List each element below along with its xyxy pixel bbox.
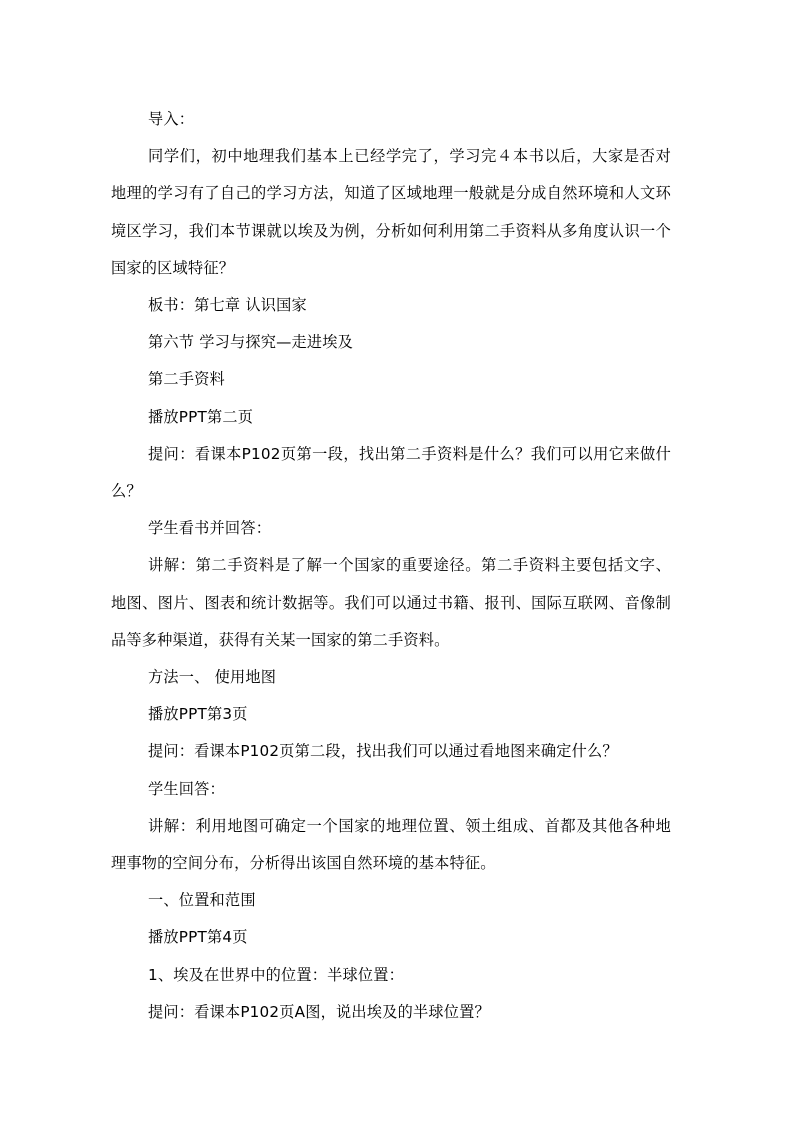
paragraph-secondhand-heading: 第二手资料 (148, 370, 225, 389)
paragraph-play-ppt-3: 播放PPT第3页 (148, 705, 248, 724)
paragraph-intro-heading: 导入： (148, 110, 195, 128)
paragraph-method-1: 方法一、 使用地图 (148, 668, 277, 687)
paragraph-student-answer: 学生回答： (148, 779, 225, 798)
paragraph-section-title: 第六节 学习与探究—走进埃及 (148, 333, 354, 352)
paragraph-question-2: 提问：看课本P102页第二段，找出我们可以通过看地图来确定什么？ (148, 742, 618, 761)
paragraph-explain-1: 讲解：第二手资料是了解一个国家的重要途径。第二手资料主要包括文字、地图、图片、图表和统计数据等。我们可以通过书籍、报刊、国际互联网、音像制品等多种渠道，获得有关某一国家的第二手资料。 (111, 556, 671, 649)
paragraph-play-ppt-2: 播放PPT第二页 (148, 407, 254, 426)
paragraph-board-chapter: 板书：第七章 认识国家 (148, 296, 307, 315)
paragraph-egypt-position: 1、埃及在世界中的位置：半球位置： (148, 965, 405, 984)
paragraph-play-ppt-4: 播放PPT第4页 (148, 928, 248, 947)
paragraph-position-heading: 一、位置和范围 (148, 891, 256, 910)
document-body (111, 101, 671, 1031)
paragraph-question-1: 提问：看课本P102页第一段，找出第二手资料是什么？我们可以用它来做什么？ (111, 444, 671, 501)
paragraph-student-read: 学生看书并回答： (148, 519, 272, 538)
paragraph-question-3: 提问：看课本P102页A图，说出埃及的半球位置？ (148, 1002, 490, 1021)
paragraph-intro-text: 同学们，初中地理我们基本上已经学完了，学习完４本书以后，大家是否对地理的学习有了自己的学习方法，知道了区域地理一般就是分成自然环境和人文环境区学习，我们本节课就以埃及为例，分析如何利用第二手资料从多角度认识一个国家的区域特征？ (111, 147, 671, 277)
paragraph-explain-2: 讲解：利用地图可确定一个国家的地理位置、领土组成、首都及其他各种地理事物的空间分布，分析得出该国自然环境的基本特征。 (111, 816, 671, 873)
